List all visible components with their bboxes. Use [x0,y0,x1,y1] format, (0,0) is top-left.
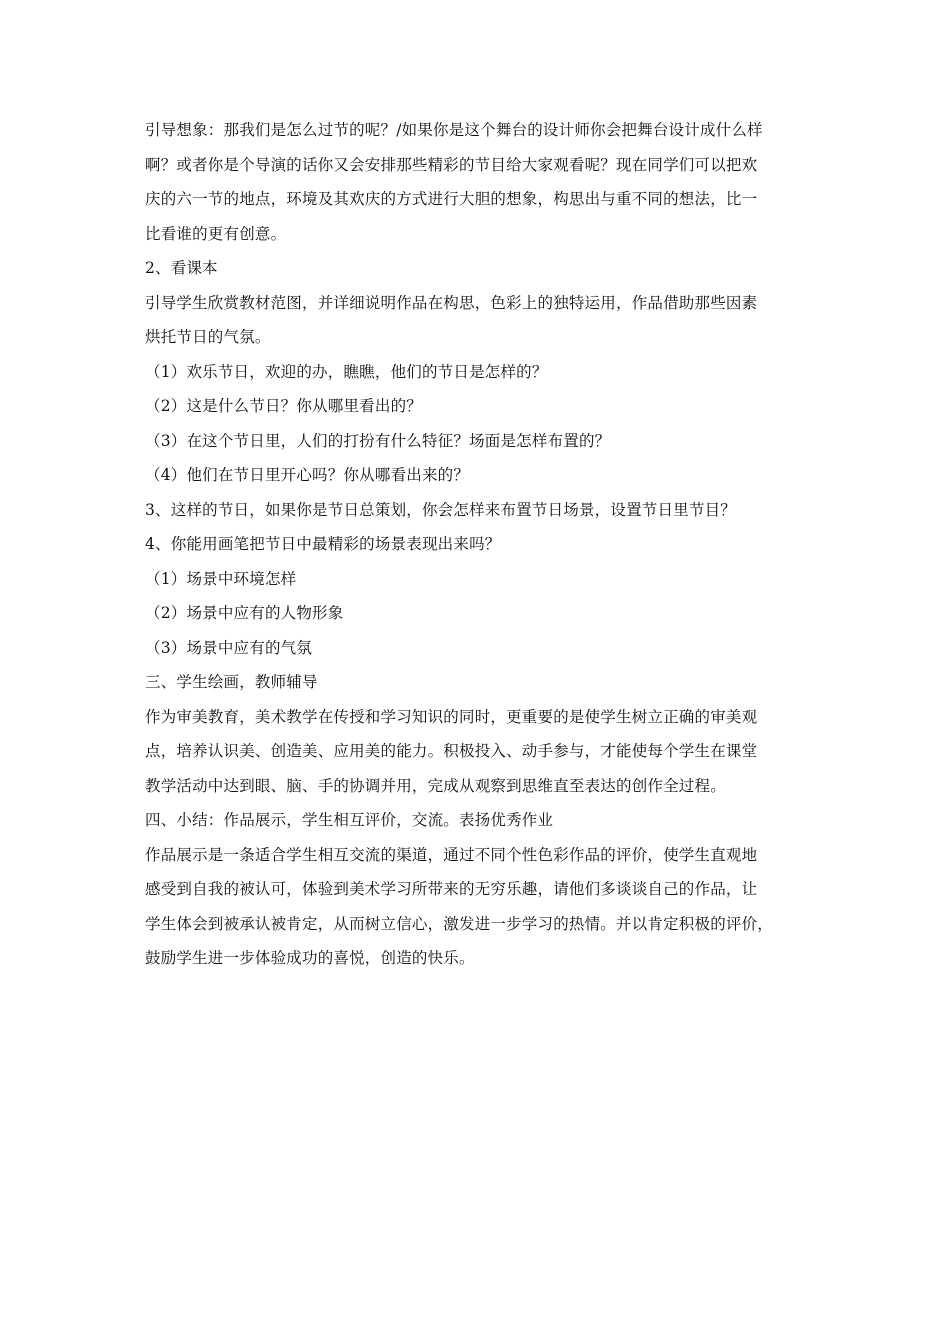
paragraph-line: 啊？或者你是个导演的话你又会安排那些精彩的节目给大家观看呢？现在同学们可以把欢 [145,155,758,174]
question-item: （3）在这个节日里，人们的打扮有什么特征？场面是怎样布置的？ [145,431,611,450]
paragraph-line: 庆的六一节的地点，环境及其欢庆的方式进行大胆的想象，构思出与重不同的想法，比一 [145,190,758,208]
paragraph-line: 引导学生欣赏教材范图，并详细说明作品在构思，色彩上的独特运用，作品借助那些因素 [145,293,758,312]
question-item: （1）欢乐节日，欢迎的办，瞧瞧，他们的节日是怎样的？ [145,362,548,381]
part-heading-4: 四、小结：作品展示，学生相互评价，交流。表扬优秀作业 [145,811,554,829]
part3-paragraph [145,700,815,804]
question-item: （3）场景中应有的气氛 [145,638,313,657]
paragraph-line: 感受到自我的被认可，体验到美术学习所带来的无穷乐趣，请他们多谈谈自己的作品，让 [145,880,758,898]
question-item: （2）这是什么节日？你从哪里看出的？ [145,397,422,415]
document-body [145,113,815,976]
part-heading-3: 三、学生绘画，教师辅导 [145,673,318,691]
paragraph-line: 鼓励学生进一步体验成功的喜悦，创造的快乐。 [145,949,475,967]
paragraph-line: 点，培养认识美、创造美、应用美的能力。积极投入、动手参与，才能使每个学生在课堂 [145,742,758,760]
section-heading-3: 3、这样的节日，如果你是节日总策划，你会怎样来布置节日场景，设置节日里节目？ [145,500,736,519]
section-heading-4: 4、你能用画笔把节日中最精彩的场景表现出来吗？ [145,535,501,553]
section-heading-2: 2、看课本 [145,259,218,277]
paragraph-line: 学生体会到被承认被肯定，从而树立信心，激发进一步学习的热情。并以肯定积极的评价， [145,914,774,933]
intro-paragraph [145,113,815,251]
paragraph-line: 作品展示是一条适合学生相互交流的渠道，通过不同个性色彩作品的评价，使学生直观地 [145,845,758,864]
question-item: （1）场景中环境怎样 [145,569,297,588]
paragraph-line: 引导想象：那我们是怎么过节的呢？/如果你是这个舞台的设计师你会把舞台设计成什么样 [145,121,763,139]
question-item: （4）他们在节日里开心吗？你从哪看出来的？ [145,466,470,484]
section2-paragraph [145,286,815,355]
paragraph-line: 烘托节日的气氛。 [145,328,271,346]
paragraph-line: 作为审美教育，美术教学在传授和学习知识的同时，更重要的是使学生树立正确的审美观 [145,707,758,726]
paragraph-line: 教学活动中达到眼、脑、手的协调并用，完成从观察到思维直至表达的创作全过程。 [145,776,726,795]
question-item: （2）场景中应有的人物形象 [145,604,344,622]
paragraph-line: 比看谁的更有创意。 [145,224,287,243]
part4-paragraph [145,838,815,976]
